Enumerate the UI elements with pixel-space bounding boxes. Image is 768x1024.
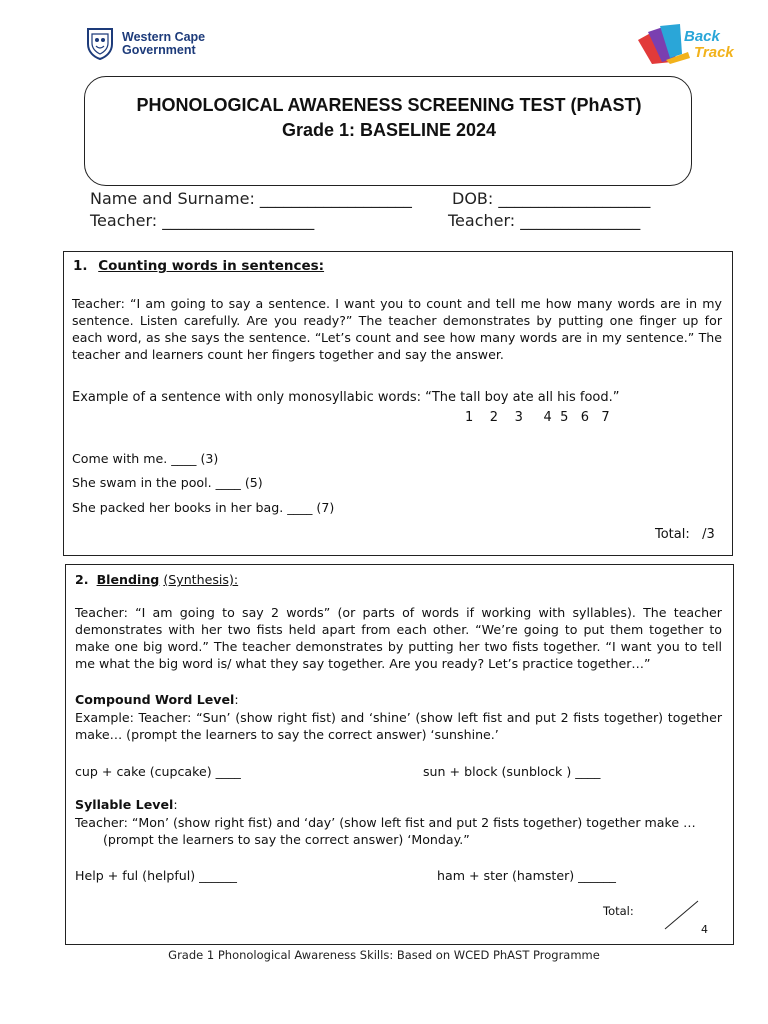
teacher-field-right[interactable]: Teacher: _______________ [448,211,641,230]
compound-heading: Compound Word Level [75,692,235,707]
syllable-heading: Syllable Level [75,797,174,812]
dob-field[interactable]: DOB: ___________________ [452,189,651,208]
section1-heading [73,258,324,275]
coat-of-arms-icon [84,26,116,60]
section2-instructions: Teacher: “I am going to say 2 words” (or parts of words if working with syllables). The teacher demonstrates with her two fists held apart from each other. “We’re going to put them together to make one big word.” The teacher demonstrates by putting her two fists together. “I want you to tell me what the big word is/ what they say together. Are you ready? Let’s practice together…” [75,605,722,671]
title-line2: Grade 1: BASELINE 2024 [281,120,497,140]
syllable-item-helpful[interactable]: Help + ful (helpful) ______ [75,868,237,883]
section1-word-numbers: 1 2 3 4 5 6 7 [465,410,610,425]
page-footer: Grade 1 Phonological Awareness Skills: Based on WCED PhAST Programme [168,948,600,962]
section1-instructions: Teacher: “I am going to say a sentence. I want you to count and tell me how many words are in my sentence. Listen carefully. Are you ready?” The teacher demonstrates by putting one finger up for each word, as she says the sentence. “Let’s count and see how many words are in my sentence.” The teacher and learners count her fingers together and say the answer. [72,296,722,362]
compound-item-cupcake[interactable]: cup + cake (cupcake) ____ [75,764,241,779]
section1-item-1[interactable]: Come with me. ____ (3) [72,451,219,466]
section2-total-max: 4 [701,923,708,936]
name-surname-field[interactable]: Name and Surname: ___________________ [90,189,412,208]
total-slash-icon [662,898,702,932]
section1-total: Total: /3 [655,527,715,542]
syllable-line2: (prompt the learners to say the correct answer) ‘Monday.” [103,832,470,847]
section1-example: Example of a sentence with only monosyllabic words: “The tall boy ate all his food.” [72,390,620,405]
syllable-heading-row: Syllable Level: [75,797,178,812]
section1-number: 1. [73,258,88,274]
teacher-field-left[interactable]: Teacher: ___________________ [90,211,315,230]
section2-subtitle: (Synthesis): [163,572,239,587]
syllable-line1: Teacher: “Mon’ (show right fist) and ‘day’ (show left fist and put 2 fists together) together make … [75,815,696,830]
syllable-item-hamster[interactable]: ham + ster (hamster) ______ [437,868,616,883]
section1-title: Counting words in sentences: [98,258,325,274]
wcg-logo-text [122,31,205,57]
compound-item-sunblock[interactable]: sun + block (sunblock ) ____ [423,764,601,779]
section2-heading [75,571,238,588]
section2-title: Blending [96,572,160,587]
compound-example: Example: Teacher: “Sun’ (show right fist) and ‘shine’ (show left fist and put 2 fists together) together make… (prompt the learners to say the correct answer) ‘sunshine.’ [75,710,722,742]
section2-number: 2. [75,572,89,587]
section2-total-label: Total: [603,904,634,918]
section1-item-2[interactable]: She swam in the pool. ____ (5) [72,475,263,490]
wcg-line1: Western Cape [122,30,206,44]
bt-word-track: Track [694,44,734,61]
compound-heading-row: Compound Word Level: [75,692,239,707]
title-line1: PHONOLOGICAL AWARENESS SCREENING TEST (PhAST) [136,95,642,115]
wcg-line2: Government [122,43,196,57]
section1-item-3[interactable]: She packed her books in her bag. ____ (7) [72,500,335,515]
bt-word-back: Back [684,28,720,45]
